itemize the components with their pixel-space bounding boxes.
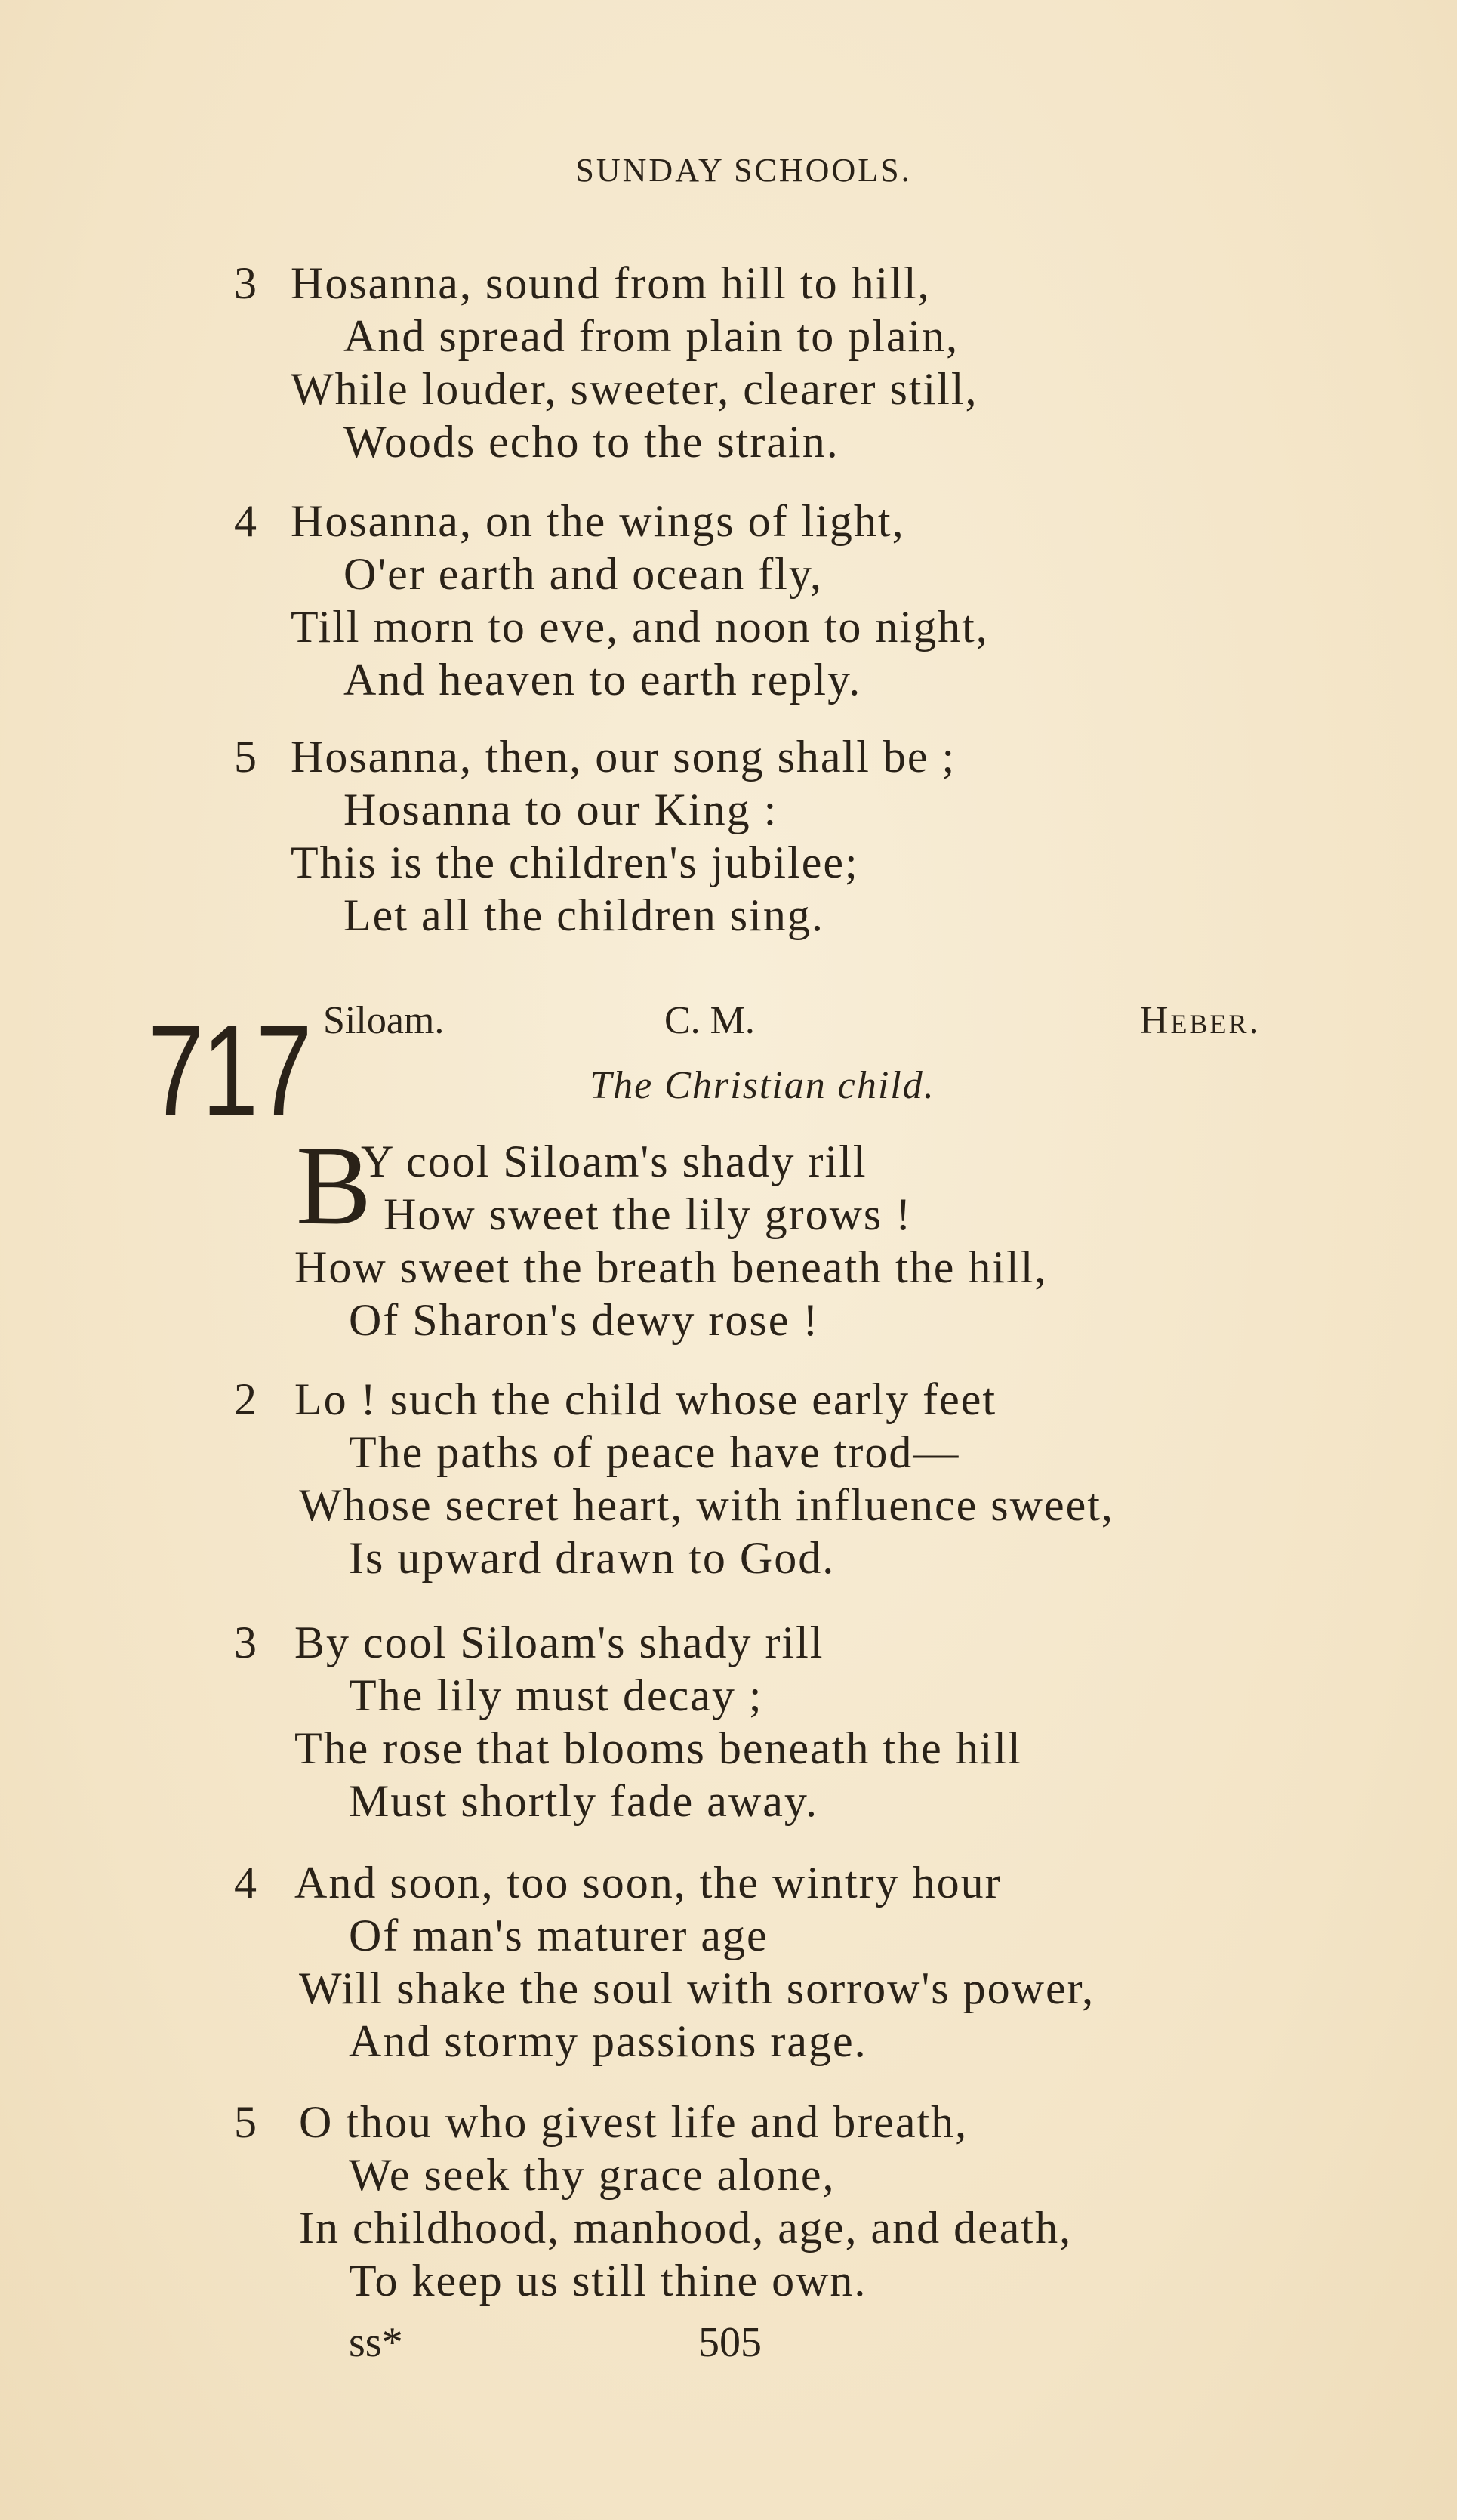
- stanza-number: 4: [234, 496, 258, 546]
- stanza-line: O thou who givest life and breath,: [299, 2097, 969, 2147]
- stanza-line: And stormy passions rage.: [349, 2016, 867, 2066]
- stanza-line: Hosanna, then, our song shall be ;: [291, 732, 956, 782]
- signature-mark: ss*: [349, 2319, 403, 2366]
- stanza-number: 3: [234, 1618, 258, 1667]
- stanza-line: The lily must decay ;: [349, 1670, 763, 1720]
- stanza-line: How sweet the breath beneath the hill,: [294, 1242, 1048, 1292]
- stanza-line: To keep us still thine own.: [349, 2256, 867, 2306]
- stanza-line: Of Sharon's dewy rose !: [349, 1295, 820, 1345]
- stanza-number: 3: [234, 258, 258, 308]
- stanza-line: Hosanna, on the wings of light,: [291, 496, 905, 546]
- hymn-number: 717: [148, 998, 310, 1143]
- stanza-line: Will shake the soul with sorrow's power,: [299, 1963, 1095, 2013]
- stanza-line: How sweet the lily grows !: [384, 1189, 913, 1239]
- stanza-number: 4: [234, 1858, 258, 1908]
- stanza-line: Let all the children sing.: [343, 890, 824, 940]
- prev-stanza-4: [234, 495, 989, 706]
- stanza-line: The paths of peace have trod—: [349, 1427, 960, 1477]
- stanza-line: Hosanna to our King :: [343, 785, 778, 834]
- stanza-line: The rose that blooms beneath the hill: [294, 1723, 1022, 1773]
- stanza-line: Woods echo to the strain.: [343, 417, 839, 467]
- stanza-line: And heaven to earth reply.: [343, 655, 862, 705]
- stanza-line: Hosanna, sound from hill to hill,: [291, 258, 931, 308]
- stanza-line: We seek thy grace alone,: [349, 2150, 836, 2200]
- prev-stanza-5: [234, 730, 956, 942]
- tune-name: Siloam.: [323, 999, 445, 1042]
- stanza-number: 5: [234, 2097, 258, 2147]
- stanza-line: Must shortly fade away.: [349, 1776, 818, 1826]
- stanza-3: [234, 1616, 1022, 1828]
- stanza-2: [234, 1373, 1114, 1584]
- stanza-line: O'er earth and ocean fly,: [343, 549, 823, 599]
- stanza-5: [234, 2096, 1072, 2307]
- stanza-line: Lo ! such the child whose early feet: [294, 1374, 997, 1424]
- meter: C. M.: [664, 999, 755, 1042]
- stanza-1: [234, 1123, 1048, 1346]
- drop-cap: B: [296, 1123, 372, 1248]
- stanza-number: 2: [234, 1374, 258, 1424]
- stanza-4: [234, 1856, 1095, 2068]
- stanza-line: By cool Siloam's shady rill: [294, 1618, 824, 1667]
- stanza-line: Whose secret heart, with influence sweet,: [299, 1480, 1114, 1530]
- stanza-line: Till morn to eve, and noon to night,: [291, 602, 989, 652]
- stanza-line: This is the children's jubilee;: [291, 837, 859, 887]
- running-header: SUNDAY SCHOOLS.: [575, 152, 912, 189]
- stanza-line: Of man's maturer age: [349, 1911, 769, 1960]
- stanza-line: And soon, too soon, the wintry hour: [294, 1858, 1002, 1908]
- stanza-line: And spread from plain to plain,: [343, 311, 960, 361]
- stanza-line: Is upward drawn to God.: [349, 1533, 836, 1583]
- page-number: 505: [698, 2319, 762, 2366]
- author: Heber.: [1140, 999, 1261, 1042]
- stanza-line: While louder, sweeter, clearer still,: [291, 364, 978, 414]
- prev-stanza-3: [234, 257, 978, 468]
- stanza-number: 5: [234, 732, 258, 782]
- stanza-line: In childhood, manhood, age, and death,: [299, 2203, 1073, 2253]
- stanza-line: Y cool Siloam's shady rill: [361, 1137, 867, 1186]
- hymn-subtitle: The Christian child.: [590, 1064, 935, 1107]
